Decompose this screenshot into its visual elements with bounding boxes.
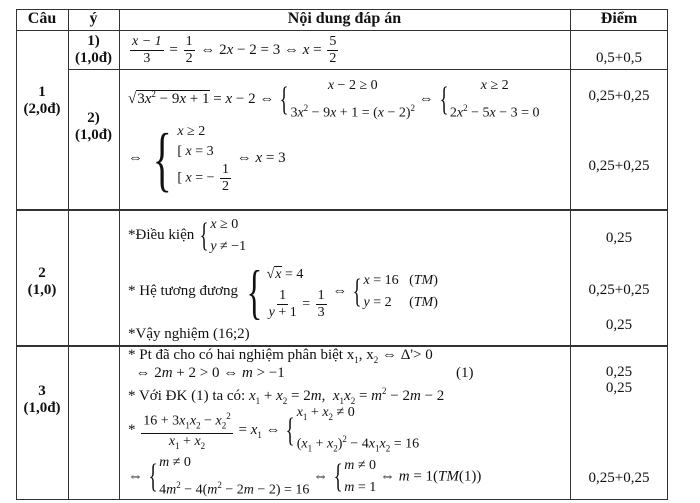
header-content: Nội dung đáp án <box>287 10 402 27</box>
part2-equation-1: $√3x^2 - 9x + 1 = x - 2$ ⇔ { x − 2 ≥ 0 $3x^2 - 9x + 1 = (x - 2)^2$ ⇔ { x ≥ 2 $2x^2 - 5x - 3 = 0$ <box>128 77 540 121</box>
score: 0,25 <box>605 364 633 380</box>
part2-equation-2: ⇔ { x ≥ 2 [ x = 3 [ x = − $\frac{1}{2}$ ⇔ x = 3 <box>128 118 286 199</box>
score: 0,25 <box>605 230 633 246</box>
score: 0,25+0,25 <box>588 470 650 486</box>
part-points: (1,0đ) <box>74 50 113 66</box>
solution-line: *Vậy nghiệm (16;2) <box>128 326 250 342</box>
system-line: * Hệ tương đương { √x = 4 $\frac{1}{y + 1}$ = $\frac{1}{3}$ ⇔ { x = 16 (TM) y = 2 (TM) <box>128 258 438 325</box>
col-divider <box>68 10 69 499</box>
part1-equation: $\frac{x - 1}{3}$ = $\frac{1}{2}$ ⇔ 2x − 2 = 3 ⇔ x = $\frac{5}{2}$ <box>132 34 337 67</box>
part-label: 2) <box>87 110 100 126</box>
system-label: * Hệ tương đương <box>128 283 239 299</box>
equation-label: (1) <box>456 365 474 381</box>
score: 0,25 <box>605 380 633 396</box>
score: 0,5+0,5 <box>596 50 642 66</box>
score: 0,25+0,25 <box>588 88 650 104</box>
header-score: Điểm <box>600 10 638 27</box>
header-cau: Câu <box>27 10 57 27</box>
col-divider <box>119 10 120 499</box>
header-y: ý <box>89 10 98 27</box>
final-equation: ⇔ { m ≠ 0 $4m^2 - 4(m^2 - 2m - 2) = 16$ ⇔ { m ≠ 0 m = 1 ⇔ m = 1(TM(1)) <box>128 455 482 498</box>
part-points: (1,0đ) <box>74 127 113 143</box>
condition-line: *Điều kiện { x ≥ 0 y ≠ −1 <box>128 216 247 254</box>
question-points: (1,0đ) <box>23 400 61 416</box>
question-number: 2 <box>38 265 46 281</box>
part-label: 1) <box>87 33 100 49</box>
row-divider <box>17 30 667 31</box>
question-number: 3 <box>38 383 46 399</box>
row-divider <box>17 209 667 211</box>
question-points: (2,0đ) <box>23 101 61 117</box>
vieta-label: * Với ĐK (1) ta có: <box>128 388 246 404</box>
score: 0,25+0,25 <box>588 158 650 174</box>
condition-equation: * $\frac{16 + 3x_1x_2 - x_2^2}{x_1 + x_2}$ = $x_1$ ⇔ { $x_1 + x_2 \ne 0$ $(x_1 + x_2)^2 - 4x_1x_2 = 16$ <box>128 405 420 454</box>
score: 0,25 <box>605 317 633 333</box>
condition-text: * Pt đã cho có hai nghiệm phân biệt $x_1$, $x_2$ ⇔ Δ'> 0 <box>128 347 433 365</box>
score: 0,25+0,25 <box>588 282 650 298</box>
question-points: (1,0) <box>27 282 57 298</box>
condition-label: *Điều kiện <box>128 227 195 243</box>
condition-eq: ⇔ 2m + 2 > 0 ⇔ m > −1 (1) <box>128 365 474 381</box>
condition-prefix: * Pt đã cho có hai nghiệm phân biệt x <box>128 347 355 363</box>
col-divider <box>570 10 571 499</box>
question-number: 1 <box>38 84 46 100</box>
row-divider <box>68 69 667 70</box>
vieta-line: * Với ĐK (1) ta có: $x_1 + x_2 = 2m$, $x_1x_2 = m^2 - 2m - 2$ <box>128 386 445 406</box>
